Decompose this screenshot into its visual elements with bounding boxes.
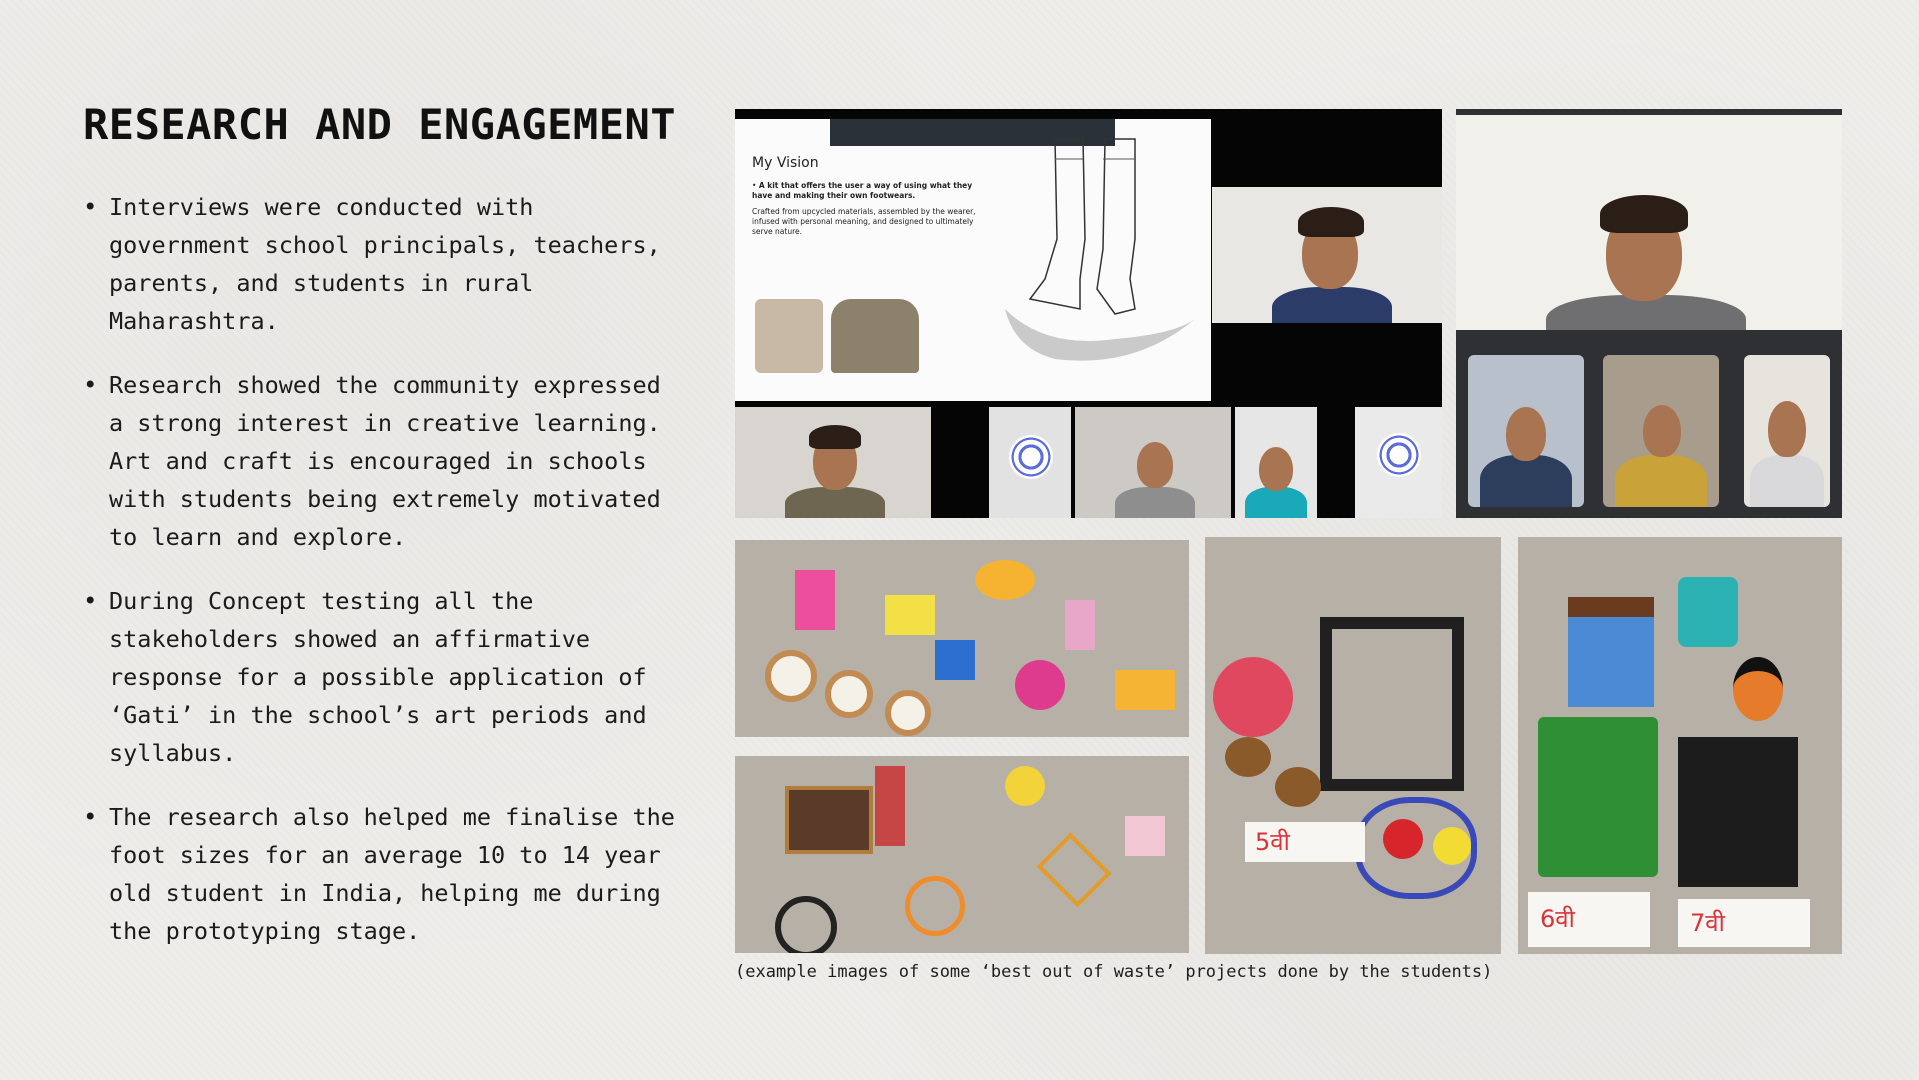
craft-projects-photo — [735, 540, 1189, 737]
ladybug-item — [1383, 819, 1423, 859]
participant-main — [1212, 187, 1442, 323]
craft-item — [1115, 670, 1175, 710]
participant-tile — [735, 407, 931, 518]
ball-item — [1213, 657, 1293, 737]
craft-item — [885, 595, 935, 635]
craft-item — [1037, 833, 1112, 908]
craft-item — [935, 640, 975, 680]
ball-item — [1433, 827, 1471, 865]
slide-body — [752, 181, 977, 243]
participant-tile — [1744, 355, 1830, 507]
nest-item — [1225, 737, 1271, 777]
participant-tile — [1235, 407, 1317, 518]
green-board — [1538, 717, 1658, 877]
craft-item — [875, 766, 905, 846]
frame-item — [1320, 617, 1464, 791]
craft-item — [1065, 600, 1095, 650]
wall-hanging-photo — [1205, 537, 1501, 954]
shirt-image — [831, 299, 919, 373]
craft-item — [785, 786, 873, 854]
page-title: RESEARCH AND ENGAGEMENT — [83, 100, 677, 149]
bullet-item: • During Concept testing all the stakeholders showed an affirmative response for a possible application of ‘Gati’ in the school’s art periods and syllabus. — [83, 582, 683, 772]
craft-item — [775, 896, 837, 953]
participant-tile — [1468, 355, 1584, 507]
slide-point: • A kit that offers the user a way of using what they have and making their own footwears. — [752, 181, 973, 200]
bullet-item: • Research showed the community expressed a strong interest in creative learning. Art and craft is encouraged in schools with students being extremely motivated to learn and explore. — [83, 366, 683, 556]
craft-item — [1015, 660, 1065, 710]
video-call-screenshot-presentation — [735, 109, 1442, 518]
image-caption: (example images of some ‘best out of waste’ projects done by the students) — [735, 962, 1493, 982]
slide-title: My Vision — [752, 155, 819, 171]
slide-point: Crafted from upcycled materials, assembled by the wearer, infused with personal meaning, and designed to ultimately serve nature. — [752, 207, 976, 236]
craft-item — [795, 570, 835, 630]
video-call-screenshot-teachers — [1456, 109, 1842, 518]
craft-item — [1005, 766, 1045, 806]
shared-slide — [735, 119, 1211, 401]
participant-main — [1456, 115, 1842, 330]
pot-item — [1678, 577, 1738, 647]
participant-tile — [1603, 355, 1719, 507]
craft-item — [975, 560, 1035, 600]
footwear-sketch — [985, 119, 1211, 401]
bullet-list — [83, 188, 683, 976]
fabric-image — [755, 299, 823, 373]
craft-item — [905, 876, 965, 936]
participant-tile — [1075, 407, 1231, 518]
house-item — [1568, 597, 1654, 707]
class-label-card: 5वी — [1245, 822, 1365, 862]
bullet-item: • The research also helped me finalise the foot sizes for an average 10 to 14 year old student in India, helping me during the prototyping stage. — [83, 798, 683, 950]
house-craft-photo — [1518, 537, 1842, 954]
craft-item — [1125, 816, 1165, 856]
nest-item — [1275, 767, 1321, 807]
participant-tile — [1355, 407, 1442, 518]
class-label-card: 7वी — [1678, 899, 1810, 947]
class-label-card: 6वी — [1528, 892, 1650, 947]
participant-tile — [989, 407, 1071, 518]
doll-item — [1733, 657, 1783, 721]
craft-projects-photo — [735, 756, 1189, 953]
black-board — [1678, 737, 1798, 887]
bullet-item: • Interviews were conducted with government school principals, teachers, parents, and students in rural Maharashtra. — [83, 188, 683, 340]
